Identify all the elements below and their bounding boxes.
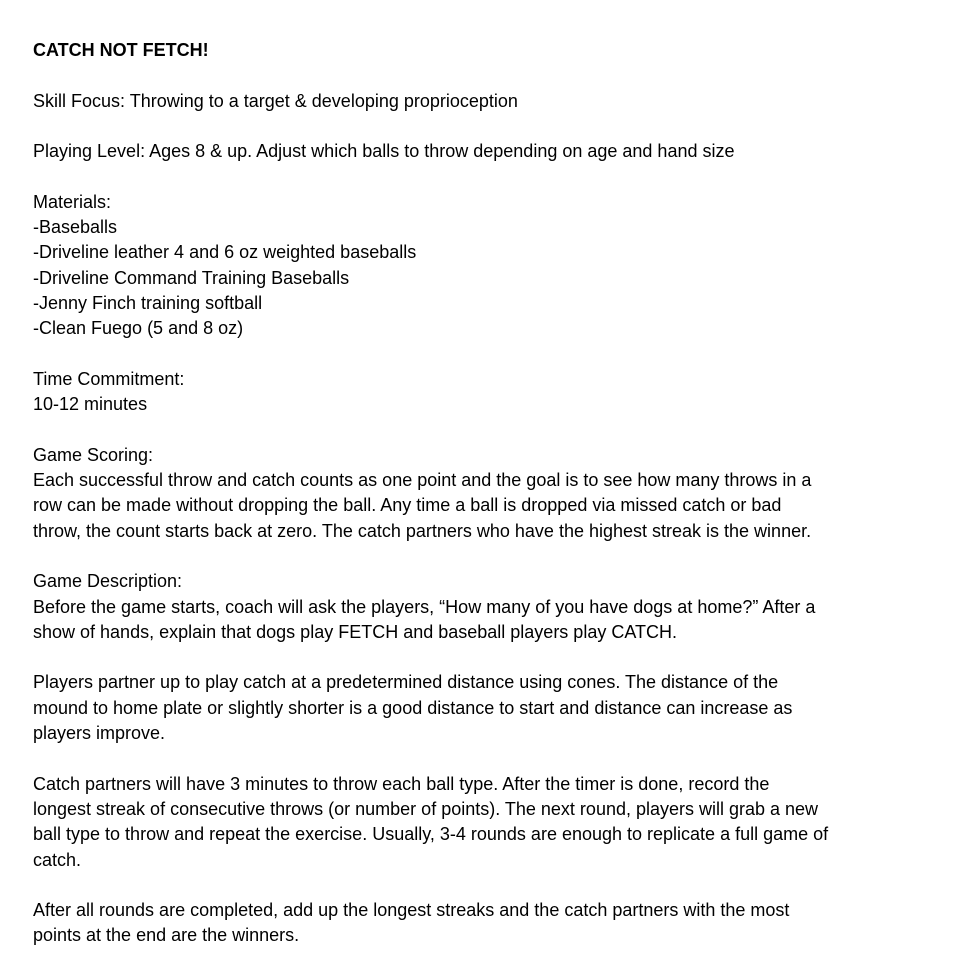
description-line: After all rounds are completed, add up the longest streaks and the catch partners with the most: [33, 900, 790, 921]
game-scoring-line: throw, the count starts back at zero. The catch partners who have the highest streak is the winner.: [33, 520, 812, 541]
time-commitment-heading: Time Commitment:: [33, 368, 185, 389]
spacer: [33, 164, 933, 189]
spacer: [33, 873, 933, 898]
materials-item: -Baseballs: [33, 217, 118, 238]
document-title: CATCH NOT FETCH!: [33, 40, 209, 60]
description-line: catch.: [33, 849, 82, 870]
description-line: Players partner up to play catch at a predetermined distance using cones. The distance of the: [33, 672, 779, 693]
game-scoring-line: row can be made without dropping the ball. Any time a ball is dropped via missed catch or bad: [33, 495, 782, 516]
description-line: Before the game starts, coach will ask the players, “How many of you have dogs at home?” After a: [33, 596, 816, 617]
spacer: [33, 645, 933, 670]
spacer: [33, 63, 933, 88]
materials-item: -Driveline leather 4 and 6 oz weighted baseballs: [33, 242, 417, 263]
materials-section: [33, 190, 933, 342]
spacer: [33, 544, 933, 569]
game-description-heading: Game Description:: [33, 571, 183, 592]
game-scoring-heading: Game Scoring:: [33, 444, 154, 465]
game-description-section: [33, 569, 933, 948]
materials-heading: Materials:: [33, 191, 112, 212]
description-line: points at the end are the winners.: [33, 925, 300, 946]
materials-item: -Clean Fuego (5 and 8 oz): [33, 318, 244, 339]
description-line: Catch partners will have 3 minutes to throw each ball type. After the timer is done, record the: [33, 773, 770, 794]
spacer: [33, 417, 933, 442]
time-commitment-section: [33, 367, 933, 418]
description-line: mound to home plate or slightly shorter is a good distance to start and distance can increase as: [33, 697, 793, 718]
game-scoring-section: [33, 443, 933, 544]
materials-item: -Driveline Command Training Baseballs: [33, 267, 350, 288]
spacer: [33, 746, 933, 771]
spacer: [33, 114, 933, 139]
description-line: show of hands, explain that dogs play FETCH and baseball players play CATCH.: [33, 621, 677, 642]
skill-focus: Skill Focus: Throwing to a target & developing proprioception: [33, 90, 518, 111]
description-line: ball type to throw and repeat the exercise. Usually, 3-4 rounds are enough to replicate a full game of: [33, 824, 829, 845]
game-scoring-line: Each successful throw and catch counts as one point and the goal is to see how many throws in a: [33, 470, 812, 491]
description-line: longest streak of consecutive throws (or number of points). The next round, players will grab a new: [33, 798, 819, 819]
spacer: [33, 342, 933, 367]
document-page: [33, 38, 933, 949]
time-commitment-value: 10-12 minutes: [33, 394, 148, 415]
playing-level: Playing Level: Ages 8 & up. Adjust which balls to throw depending on age and hand size: [33, 141, 735, 162]
description-line: players improve.: [33, 723, 166, 744]
materials-item: -Jenny Finch training softball: [33, 292, 263, 313]
